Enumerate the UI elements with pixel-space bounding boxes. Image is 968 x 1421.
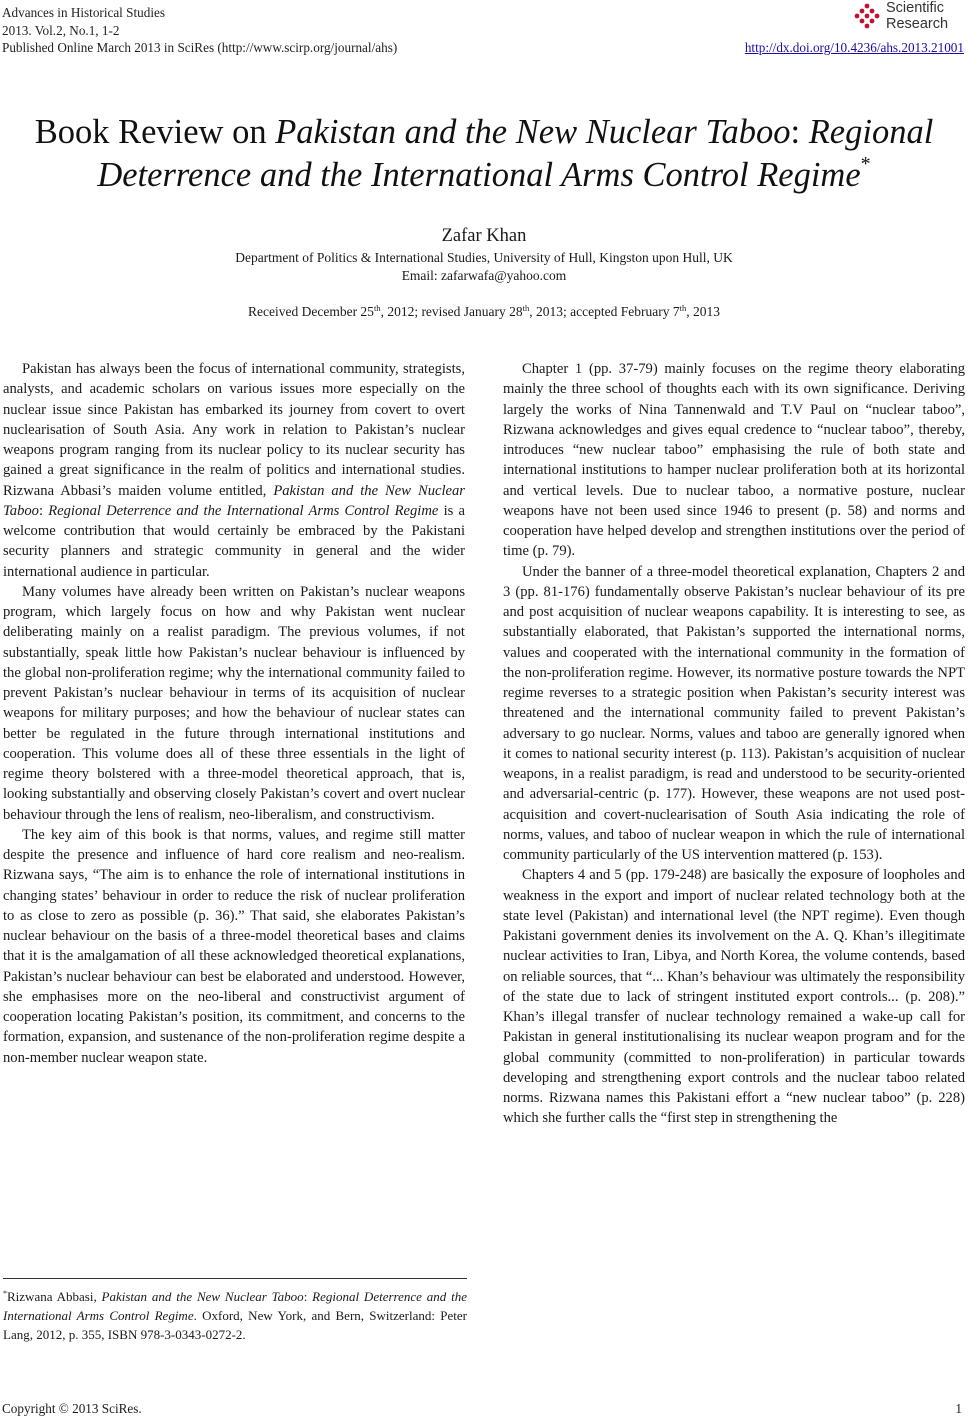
paragraph-1 bbox=[3, 359, 465, 582]
body-column-left bbox=[3, 359, 465, 1068]
accepted-year: , 2013 bbox=[686, 304, 720, 319]
doi-link[interactable]: http://dx.doi.org/10.4236/ahs.2013.21001 bbox=[744, 40, 964, 55]
received-dates bbox=[0, 304, 968, 320]
received-text: Received December 25 bbox=[248, 304, 374, 319]
footnote-book-title: Pakistan and the New Nuclear Taboo bbox=[101, 1289, 304, 1304]
title-line-1 bbox=[0, 111, 968, 154]
footnote-text: Rizwana Abbasi, bbox=[7, 1289, 102, 1304]
title-prefix: Book Review on bbox=[34, 113, 276, 151]
title-line-2 bbox=[0, 154, 968, 197]
footnote-text: : bbox=[303, 1289, 313, 1304]
title-footnote-marker[interactable]: * bbox=[860, 153, 871, 175]
publication-info: Published Online March 2013 in SciRes (http://www.scirp.org/journal/ahs) bbox=[2, 40, 398, 56]
paragraph-text: is a welcome contribution that would certainly be embraced by the Pakistani security planners and strategic community in general and the wider international audience in particular. bbox=[3, 502, 465, 580]
footnote-divider bbox=[3, 1278, 467, 1279]
body-column-right bbox=[503, 359, 965, 1129]
ordinal-sup: th bbox=[679, 303, 687, 313]
footnote-text: . Oxford, New York, and Bern, Switzerland: Peter Lang, 2012, p. 355, ISBN 978-3-0343-0272-2. bbox=[3, 1308, 467, 1342]
journal-header bbox=[2, 4, 397, 57]
footnote bbox=[3, 1287, 467, 1344]
book-subtitle-italic: Regional Deterrence and the International Arms Control Regime bbox=[48, 502, 439, 519]
copyright-notice: Copyright © 2013 SciRes. bbox=[2, 1401, 142, 1416]
diamond-dots-logo-icon bbox=[852, 2, 882, 32]
paragraph-4: Chapter 1 (pp. 37-79) mainly focuses on the regime theory elaborating mainly the three school of thoughts each with its own significance. Deriving largely the works of Nina Tannenwald and T.V Paul on “nuclear taboo”, Rizwana acknowledges and gives equal credence to “nuclear taboo”, thereby, introduces “new nuclear taboo” emphasising the rule of both state and international institutions to hamper nuclear proliferation both at its horizontal and vertical levels. Due to nuclear taboo, a normative posture, nuclear weapons have not been used since 1946 to present (p. 58) and norms and cooperation have helped develop and strengthen institutions over the period of time (p. 79). bbox=[503, 361, 965, 560]
title-subtitle-start: Regional bbox=[808, 113, 934, 151]
title-subtitle-end: Deterrence and the International Arms Control Regime bbox=[97, 156, 861, 194]
logo-text bbox=[886, 0, 948, 32]
paragraph-3: The key aim of this book is that norms, values, and regime still matter despite the presence and influence of hard core realism and neo-realism. Rizwana says, “The aim is to enhance the role of international institutions in changing states’ behaviour in order to reduce the risk of nuclear proliferation to as close to zero as possible (p. 36).” That said, she elaborates Pakistan’s nuclear behaviour on the basis of a three-model theoretical bases and claims that it is the amalgamation of all these acknowledged theoretical explanations, Pakistan’s nuclear behaviour can best be elaborated and understood. However, she emphasises more on the neo-liberal and constructivist argument of cooperation locating Pakistan’s position, its commitment, and concerns to the formation, expansion, and sustenance of the non-proliferation regime despite a non-member nuclear weapon state. bbox=[3, 826, 465, 1066]
paragraph-6: Chapters 4 and 5 (pp. 179-248) are basically the exposure of loopholes and weakness in the export and import of nuclear related technology both at the state level (Pakistan) and international level (the NPT regime). Even though Pakistani government denies its involvement on the A. Q. Khan’s illegitimate nuclear activities to Iran, Libya, and North Korea, the volume contends, based on reliable sources, that “... Khan’s behaviour was ultimately the responsibility of the state due to lack of stringent instituted export controls... (p. 208).” Khan’s illegal transfer of nuclear technology remained a wake-up call for Pakistan in general institutionalising its nuclear weapon program and for the global community (committed to non-proliferation) in particular towards developing and strengthening export controls and the nuclear taboo related norms. Rizwana names this Pakistani effort a “new nuclear taboo” (p. 228) which she further calls the “first step in strengthening the bbox=[503, 867, 965, 1127]
accepted-text: , 2013; accepted February 7 bbox=[529, 304, 680, 319]
paragraph-text: Pakistan has always been the focus of international community, strategists, analysts, and academic scholars on various issues more especially on the nuclear issue since Pakistan has embarked its journey from covert to overt nuclearisation of South Asia. Any work in relation to Pakistan’s nuclear weapons program ranging from its nuclear policy to its nuclear security has gained a great significance in the realm of politics and international studies. Rizwana Abbasi’s maiden volume entitled, bbox=[3, 361, 465, 499]
page-number: 1 bbox=[955, 1401, 962, 1416]
article-title bbox=[0, 111, 968, 197]
logo-line-1: Scientific bbox=[886, 0, 945, 16]
author-name: Zafar Khan bbox=[441, 226, 527, 246]
revised-text: , 2012; revised January 28 bbox=[380, 304, 523, 319]
paragraph-2: Many volumes have already been written on Pakistan’s nuclear weapons program, which largely focus on how and why Pakistan went nuclear deliberating mainly on a realist paradigm. The previous volumes, if not substantially, speak little how Pakistan’s nuclear behaviour is influenced by the global non-proliferation regime; why the international community failed to prevent Pakistan’s nuclear behaviour in terms of its acquisition of nuclear weapons for military purposes; and how the behaviour of nuclear states can better be regulated in the future through international institutions and cooperation. This volume does all of these three essentials in the light of regime theory bolstered with a three-model theoretical approach, that is, looking substantially and observing closely Pakistan’s covert and overt nuclear behaviour through the lens of realism, neo-liberalism, and constructivism. bbox=[3, 583, 465, 823]
title-book-name: Pakistan and the New Nuclear Taboo bbox=[275, 113, 791, 151]
paragraph-5: Under the banner of a three-model theoretical explanation, Chapters 2 and 3 (pp. 81-176) fundamentally observe Pakistan’s nuclear behaviour of its pre and post acquisition of nuclear weapons capability. It is interesting to see, as substantially elaborated, that Pakistan’s supported the international norms, values and cooperated with the international community in the formation of the non-proliferation regime. However, its normative posture towards the NPT regime reverses to a strategic position when Pakistan’s security interest was threatened and the international community failed to prevent Pakistan’s adversary to go nuclear. Norms, values and taboo are generally ignored when it comes to national security interest (p. 113). Pakistan’s acquisition of nuclear weapons, in a realist paradigm, is read and understood to be security-oriented and adversarial-centric (p. 177). However, these weapons are not used post-acquisition and covert-nuclearisation of South Asia indicating the role of norms, values, and taboo of nuclear weapon in which the rule of international community particularly of the US intervention mattered (p. 153). bbox=[503, 563, 965, 863]
title-colon: : bbox=[790, 113, 809, 151]
scientific-research-logo bbox=[852, 0, 962, 34]
journal-volume: 2013. Vol.2, No.1, 1-2 bbox=[2, 22, 120, 38]
footnote-marker: * bbox=[3, 1289, 7, 1298]
book-title-italic: Pakistan and the New Nuclear Taboo bbox=[3, 482, 465, 519]
author-email[interactable]: Email: zafarwafa@yahoo.com bbox=[401, 268, 567, 283]
logo-line-2: Research bbox=[886, 16, 949, 32]
author-affiliation: Department of Politics & International Studies, University of Hull, Kingston upon Hull, UK bbox=[235, 250, 733, 265]
ordinal-sup: th bbox=[522, 303, 530, 313]
journal-name: Advances in Historical Studies bbox=[2, 5, 165, 20]
paragraph-text: : bbox=[38, 502, 49, 519]
footnote-book-subtitle: Regional Deterrence and the International Arms Control Regime bbox=[3, 1289, 467, 1323]
ordinal-sup: th bbox=[373, 303, 381, 313]
